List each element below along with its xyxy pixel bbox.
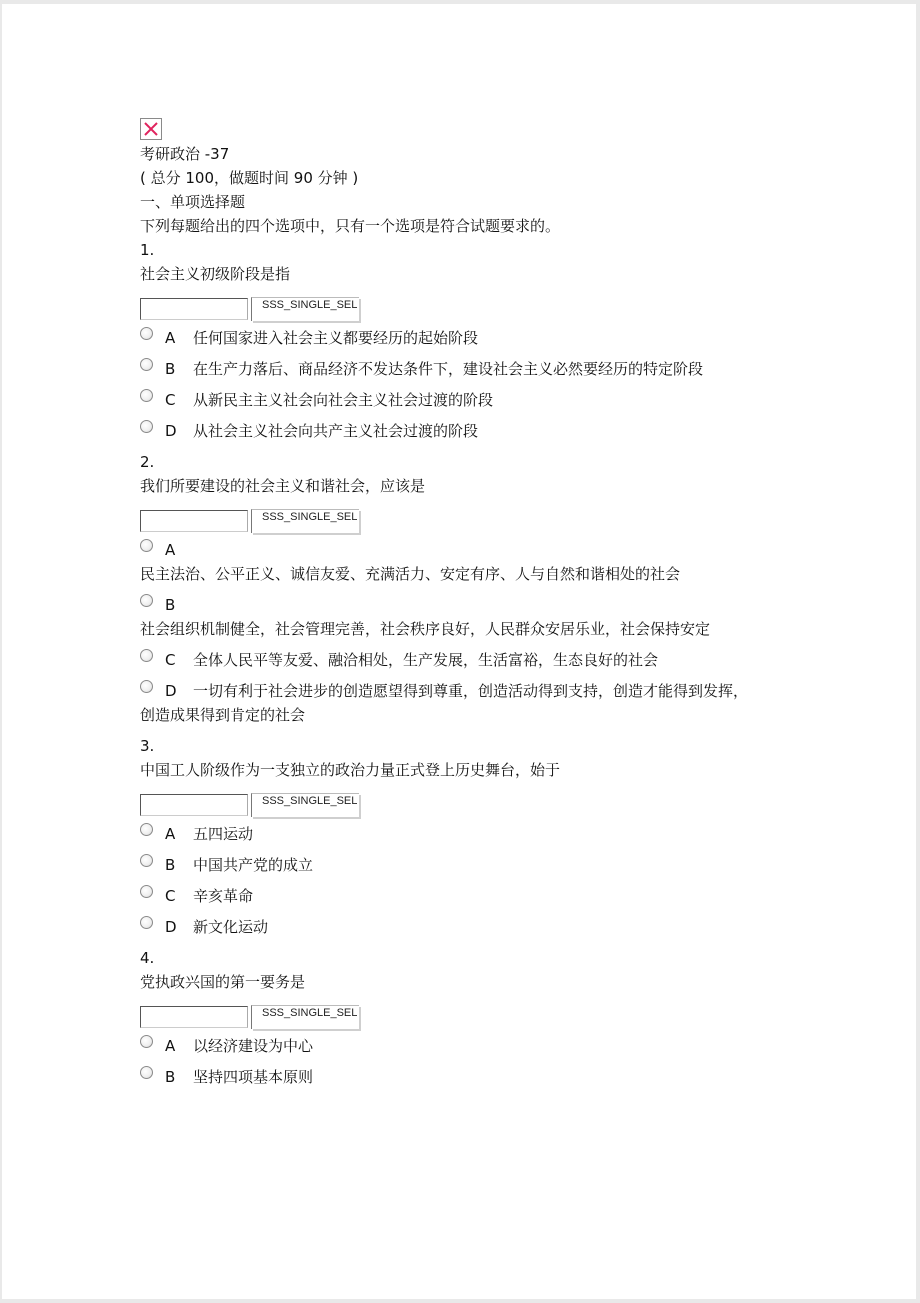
radio-button[interactable] xyxy=(140,358,153,371)
broken-image-icon xyxy=(140,118,162,140)
section-heading: 一、单项选择题 xyxy=(140,193,246,211)
answer-type-tag: SSS_SINGLE_SEL xyxy=(251,793,359,817)
radio-button[interactable] xyxy=(140,649,153,662)
option-d[interactable]: D 从社会主义社会向共产主义社会过渡的阶段 xyxy=(140,419,760,443)
question-4 xyxy=(140,946,760,1089)
radio-button[interactable] xyxy=(140,885,153,898)
exam-content xyxy=(140,118,760,1096)
option-c[interactable]: C 辛亥革命 xyxy=(140,884,760,908)
answer-type-tag: SSS_SINGLE_SEL xyxy=(251,1005,359,1029)
document-page xyxy=(2,4,916,1299)
question-number: 2. xyxy=(140,453,155,471)
radio-button[interactable] xyxy=(140,680,153,693)
option-a[interactable]: A 五四运动 xyxy=(140,822,760,846)
question-2 xyxy=(140,450,760,727)
option-a[interactable]: A 以经济建设为中心 xyxy=(140,1034,760,1058)
answer-input[interactable] xyxy=(140,510,248,532)
answer-row xyxy=(140,792,760,818)
answer-row xyxy=(140,508,760,534)
radio-button[interactable] xyxy=(140,823,153,836)
answer-input[interactable] xyxy=(140,794,248,816)
question-1 xyxy=(140,238,760,443)
option-b[interactable]: B 在生产力落后、商品经济不发达条件下，建设社会主义必然要经历的特定阶段 xyxy=(140,357,760,381)
option-a[interactable]: A 任何国家进入社会主义都要经历的起始阶段 xyxy=(140,326,760,350)
radio-button[interactable] xyxy=(140,327,153,340)
question-number: 4. xyxy=(140,949,155,967)
question-stem: 中国工人阶级作为一支独立的政治力量正式登上历史舞台，始于 xyxy=(140,761,561,779)
radio-button[interactable] xyxy=(140,594,153,607)
answer-row xyxy=(140,296,760,322)
radio-button[interactable] xyxy=(140,1035,153,1048)
radio-button[interactable] xyxy=(140,916,153,929)
radio-button[interactable] xyxy=(140,420,153,433)
question-stem: 我们所要建设的社会主义和谐社会，应该是 xyxy=(140,477,426,495)
question-stem: 社会主义初级阶段是指 xyxy=(140,265,291,283)
radio-button[interactable] xyxy=(140,389,153,402)
instruction-text: 下列每题给出的四个选项中，只有一个选项是符合试题要求的。 xyxy=(140,217,561,235)
answer-type-tag: SSS_SINGLE_SEL xyxy=(251,509,359,533)
option-c[interactable]: C 从新民主主义社会向社会主义社会过渡的阶段 xyxy=(140,388,760,412)
option-b[interactable]: B 中国共产党的成立 xyxy=(140,853,760,877)
radio-button[interactable] xyxy=(140,854,153,867)
option-d[interactable]: D 新文化运动 xyxy=(140,915,760,939)
option-b[interactable]: B 社会组织机制健全，社会管理完善，社会秩序良好，人民群众安居乐业，社会保持安定 xyxy=(140,596,711,638)
answer-type-tag: SSS_SINGLE_SEL xyxy=(251,297,359,321)
option-b[interactable]: B 坚持四项基本原则 xyxy=(140,1065,760,1089)
option-d[interactable]: D 一切有利于社会进步的创造愿望得到尊重，创造活动得到支持，创造才能得到发挥，创造成果得到肯定的社会 xyxy=(140,682,749,724)
radio-button[interactable] xyxy=(140,539,153,552)
answer-row xyxy=(140,1004,760,1030)
answer-input[interactable] xyxy=(140,1006,248,1028)
question-number: 3. xyxy=(140,737,155,755)
radio-button[interactable] xyxy=(140,1066,153,1079)
exam-meta: ( 总分 100，做题时间 90 分钟 ) xyxy=(140,169,359,187)
question-number: 1. xyxy=(140,241,155,259)
question-stem: 党执政兴国的第一要务是 xyxy=(140,973,306,991)
exam-title: 考研政治 -37 xyxy=(140,145,230,163)
option-a[interactable]: A 民主法治、公平正义、诚信友爱、充满活力、安定有序、人与自然和谐相处的社会 xyxy=(140,541,681,583)
option-c[interactable]: C 全体人民平等友爱、融洽相处，生产发展，生活富裕，生态良好的社会 xyxy=(140,648,760,672)
answer-input[interactable] xyxy=(140,298,248,320)
question-3 xyxy=(140,734,760,939)
